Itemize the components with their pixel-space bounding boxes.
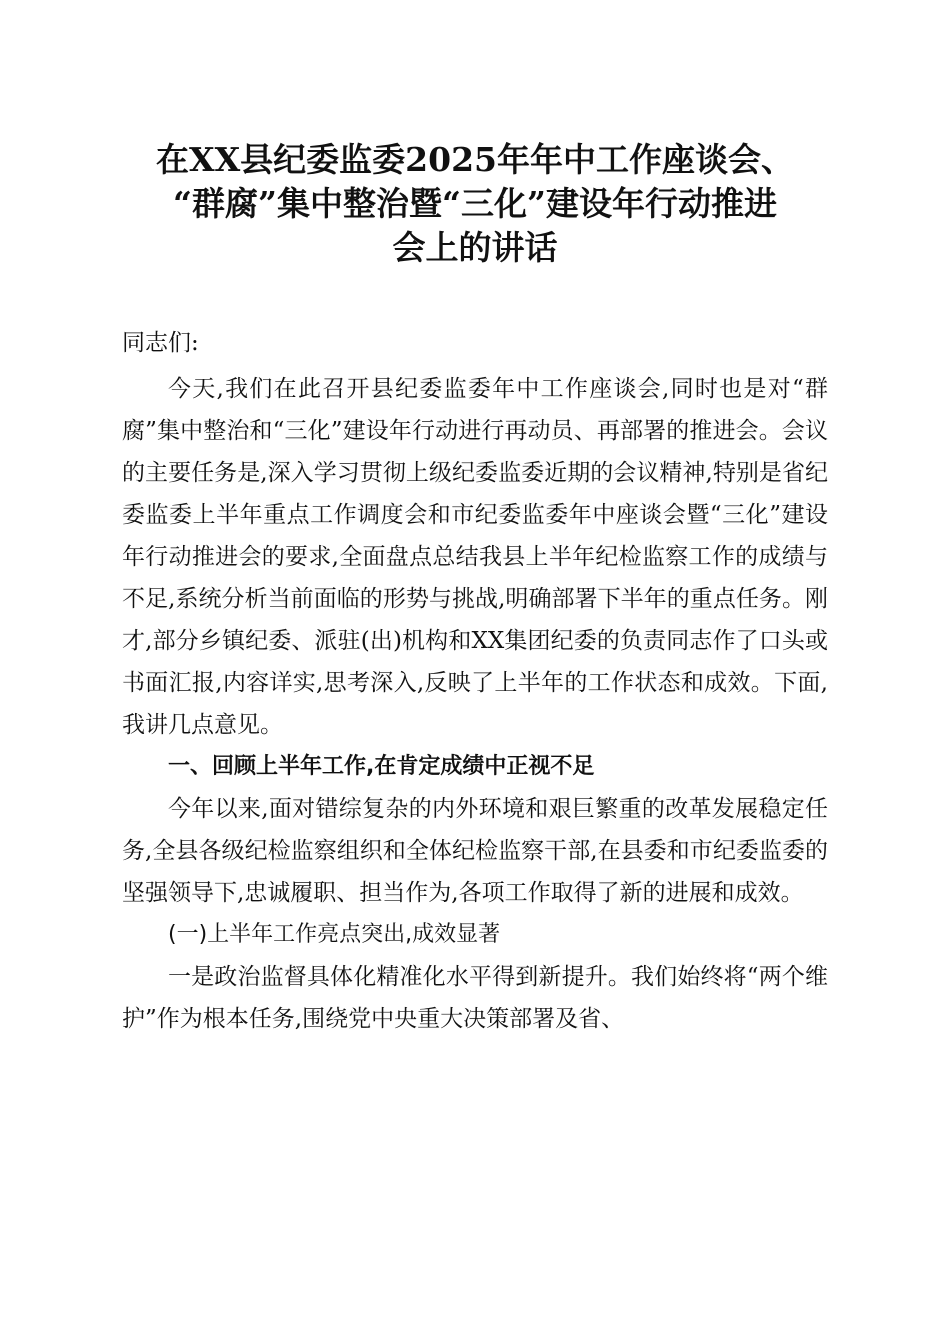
paragraph-continuation: 我们始终将“两个维护”作为根本任务,围绕党中央重大决策部署及省、 bbox=[122, 964, 828, 1032]
paragraph-lead: 一是政治监督具体化精准化水平得到新提升。 bbox=[168, 964, 632, 990]
speech-title bbox=[95, 138, 855, 270]
salutation: 同志们: bbox=[122, 330, 199, 356]
paragraph-opening: 今天,我们在此召开县纪委监委年中工作座谈会,同时也是对“群腐”集中整治和“三化”建设年行动进行再动员、再部署的推进会。会议的主要任务是,深入学习贯彻上级纪委监委近期的会议精神,特别是省纪委监委上半年重点工作调度会和市纪委监委年中座谈会暨“三化”建设年行动推进会的要求,全面盘点总结我县上半年纪检监察工作的成绩与不足,系统分析当前面临的形势与挑战,明确部署下半年的重点任务。刚才,部分乡镇纪委、派驻(出)机构和XX集团纪委的负责同志作了口头或书面汇报,内容详实,思考深入,反映了上半年的工作状态和成效。下面,我讲几点意见。 bbox=[122, 376, 828, 738]
paragraph-highlight-1 bbox=[122, 956, 828, 1040]
title-line-2: “群腐”集中整治暨“三化”建设年行动推进 bbox=[173, 184, 777, 223]
title-line-3: 会上的讲话 bbox=[392, 228, 558, 267]
title-line-1: 在XX县纪委监委2025年年中工作座谈会、 bbox=[155, 140, 795, 179]
subsection-heading-1: (一)上半年工作亮点突出,成效显著 bbox=[168, 922, 501, 947]
section-heading-1: 一、回顾上半年工作,在肯定成绩中正视不足 bbox=[168, 754, 595, 779]
paragraph-review: 今年以来,面对错综复杂的内外环境和艰巨繁重的改革发展稳定任务,全县各级纪检监察组织和全体纪检监察干部,在县委和市纪委监委的坚强领导下,忠诚履职、担当作为,各项工作取得了新的进展和成效。 bbox=[122, 796, 828, 906]
speech-body bbox=[122, 322, 828, 1040]
